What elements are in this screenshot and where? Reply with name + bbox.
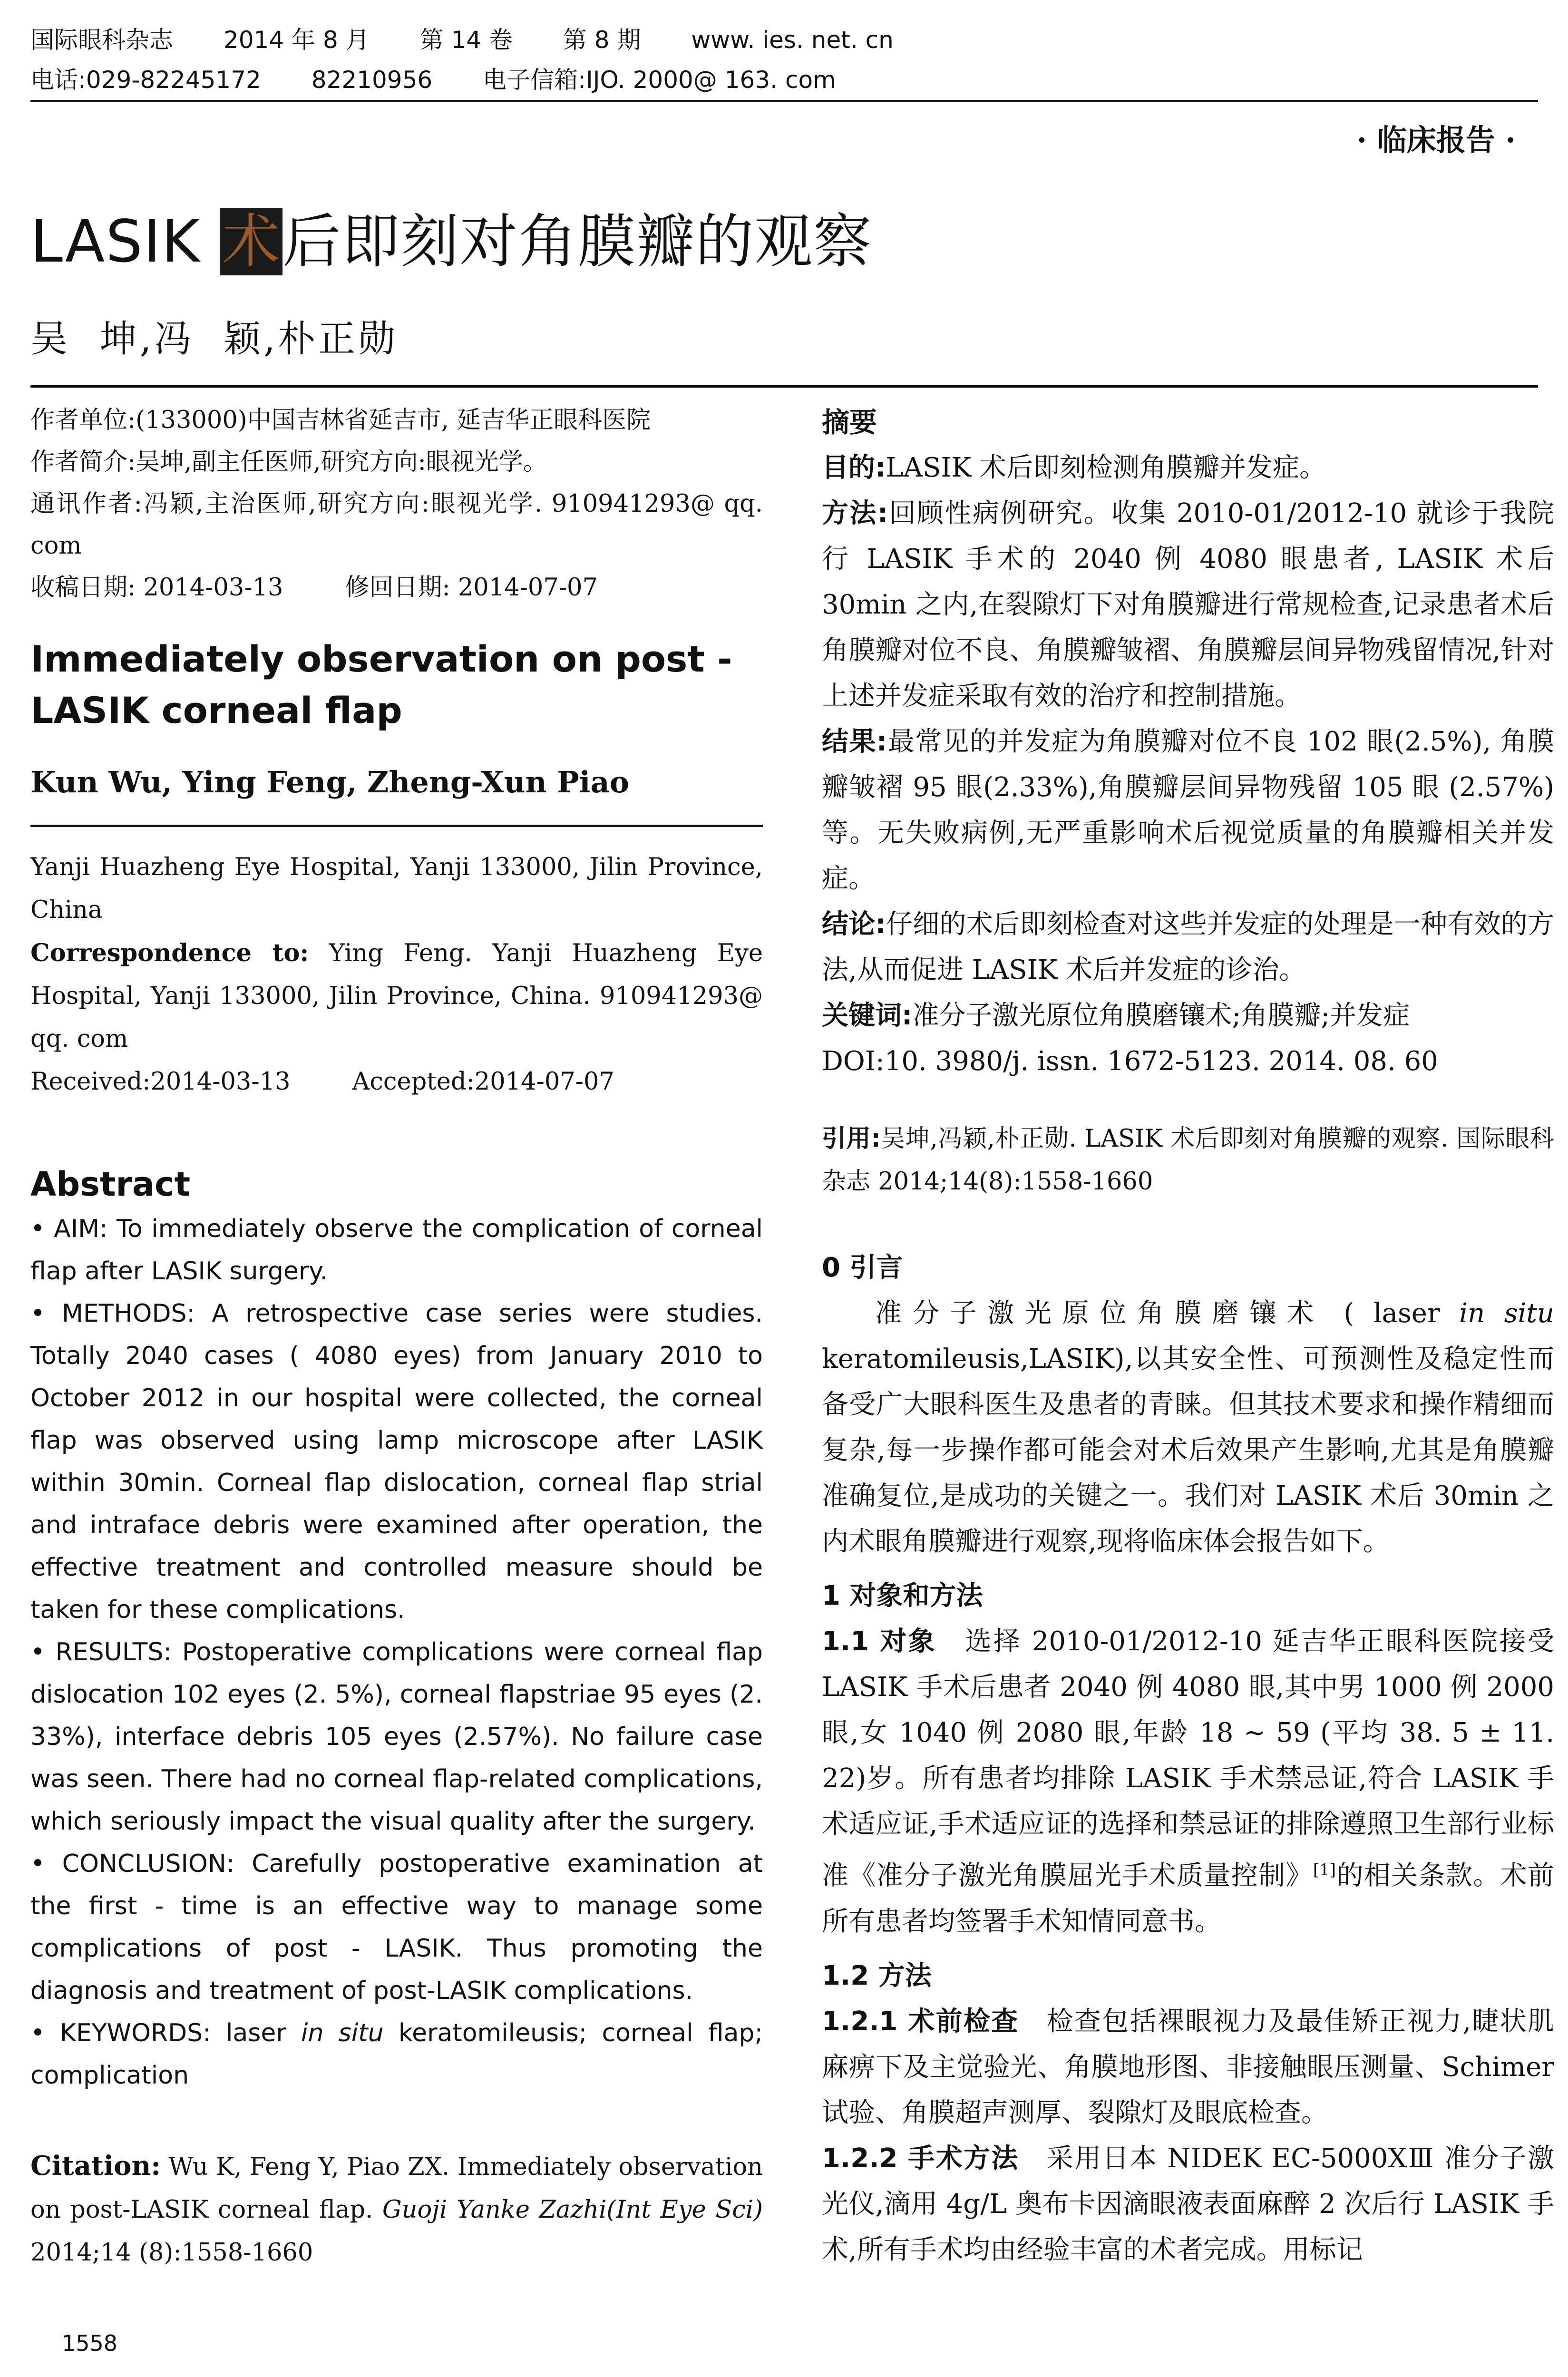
citation-cn: 引用:吴坤,冯颖,朴正勋. LASIK 术后即刻对角膜瓣的观察. 国际眼科杂志 2014;14(8):1558-1660 bbox=[822, 1125, 1554, 1196]
journal-phone-2: 82210956 bbox=[311, 66, 433, 94]
authors-rule bbox=[30, 385, 1538, 388]
abstract-aim: • AIM: To immediately observe the complication of corneal flap after LASIK surgery. bbox=[30, 1215, 763, 1286]
received-date-cn: 收稿日期: 2014-03-13 bbox=[30, 574, 283, 602]
page-number: 1558 bbox=[62, 2330, 118, 2356]
abstract-conclusion: • CONCLUSION: Carefully postoperative examination at the first - time is an effective way to manage some complications of post - LASIK. Thus promoting the diagnosis and treatment of post-LASIK complications. bbox=[30, 1850, 763, 2005]
journal-name: 国际眼科杂志 bbox=[30, 26, 173, 54]
abstract-cn-keywords: 关键词:准分子激光原位角膜磨镶术;角膜瓣;并发症 bbox=[822, 1000, 1410, 1031]
revised-date-cn: 修回日期: 2014-07-07 bbox=[345, 574, 598, 602]
english-authors-rule bbox=[30, 825, 763, 827]
abstract-results: • RESULTS: Postoperative complications were corneal flap dislocation 102 eyes (2. 5%), corneal flapstriae 95 eyes (2. 33%), interface debris 105 eyes (2.57%). No failure case was seen. There had no corneal flap-related complications, which seriously impact the visual quality after the surgery. bbox=[30, 1638, 763, 1836]
correspondence-label: Correspondence to: bbox=[30, 939, 309, 967]
citation-label: Citation: bbox=[30, 2150, 161, 2182]
journal-email: 电子信箱:IJO. 2000@ 163. com bbox=[483, 66, 836, 94]
abstract-keywords: • KEYWORDS: laser in situ keratomileusis; corneal flap; complication bbox=[30, 2019, 763, 2090]
section-1-2-2-paragraph: 1.2.2 手术方法 采用日本 NIDEK EC-5000XⅢ 准分子激光仪,滴用 4g/L 奥布卡因滴眼液表面麻醉 2 次后行 LASIK 手术,所有手术均由经验丰富的术者完成。用标记 bbox=[822, 2143, 1555, 2265]
volume: 第 14 卷 bbox=[419, 26, 513, 54]
correspondence-cn: 通讯作者:冯颖,主治医师,研究方向:眼视光学. 910941293@ qq. com bbox=[30, 490, 771, 560]
issue: 第 8 期 bbox=[563, 26, 641, 54]
dates-cn bbox=[30, 567, 763, 609]
issue-date: 2014 年 8 月 bbox=[223, 26, 370, 54]
abstract-cn-heading: 摘要 bbox=[822, 406, 877, 438]
author-bio-cn: 作者简介:吴坤,副主任医师,研究方向:眼视光学。 bbox=[30, 448, 547, 476]
journal-website: www. ies. net. cn bbox=[691, 26, 894, 54]
accepted-date-en: Accepted:2014-07-07 bbox=[352, 1068, 614, 1096]
section-1-2-heading: 1.2 方法 bbox=[822, 1960, 932, 1991]
header-rule bbox=[30, 100, 1538, 102]
affiliation-cn: 作者单位:(133000)中国吉林省延吉市, 延吉华正眼科医院 bbox=[30, 406, 651, 434]
citation-en: Citation: Wu K, Feng Y, Piao ZX. Immediately observation on post-LASIK corneal flap. Guoji Yanke Zazhi(Int Eye Sci) 2014;14 (8):1558-1660 bbox=[30, 2150, 763, 2267]
section-1-2-1-paragraph: 1.2.1 术前检查 检查包括裸眼视力及最佳矫正视力,睫状肌麻痹下及主觉验光、角膜地形图、非接触眼压测量、Schimer 试验、角膜超声测厚、裂隙灯及眼底检查。 bbox=[822, 2006, 1554, 2128]
english-title: Immediately observation on post - LASIK corneal flap bbox=[30, 638, 732, 731]
title-part-2: 后即刻对角膜瓣的观察 bbox=[282, 208, 873, 275]
abstract-cn-methods: 方法:回顾性病例研究。收集 2010-01/2012-10 就诊于我院行 LASIK 手术的 2040 例 4080 眼患者, LASIK 术后 30min 之内,在裂隙灯下对角膜瓣进行常规检查,记录患者术后角膜瓣对位不良、角膜瓣皱褶、角膜瓣层间异物残留情况,针对上述并发症采取有效的治疗和控制措施。 bbox=[822, 498, 1554, 711]
abstract-heading: Abstract bbox=[30, 1165, 191, 1204]
abstract-cn-conclusion: 结论:仔细的术后即刻检查对这些并发症的处理是一种有效的方法,从而促进 LASIK 术后并发症的诊治。 bbox=[822, 909, 1554, 985]
title-part-1: LASIK bbox=[30, 208, 220, 275]
doi: DOI:10. 3980/j. issn. 1672-5123. 2014. 08. 60 bbox=[822, 1046, 1438, 1077]
abstract-cn-aim: 目的:LASIK 术后即刻检测角膜瓣并发症。 bbox=[822, 452, 1326, 483]
section-0-heading: 0 引言 bbox=[822, 1252, 903, 1283]
english-affiliation-block bbox=[30, 846, 763, 1103]
abstract-cn-results: 结果:最常见的并发症为角膜瓣对位不良 102 眼(2.5%), 角膜瓣皱褶 95 眼(2.33%),角膜瓣层间异物残留 105 眼 (2.57%)等。无失败病例,无严重影响术后视觉质量的角膜瓣相关并发症。 bbox=[822, 726, 1554, 894]
journal-phone: 电话:029-82245172 bbox=[30, 66, 261, 94]
english-dates bbox=[30, 1061, 763, 1103]
article-title bbox=[30, 195, 872, 278]
right-column bbox=[822, 399, 1554, 2273]
section-1-1-paragraph: 1.1 对象 选择 2010-01/2012-10 延吉华正眼科医院接受 LASIK 手术后患者 2040 例 4080 眼,其中男 1000 例 2000 眼,女 1040 例 2080 眼,年龄 18 ~ 59 (平均 38. 5 ± 11. 22)岁。所有患者均排除 LASIK 手术禁忌证,符合 LASIK 手术适应证,手术适应证的选择和禁忌证的排除遵照卫生部行业标准《准分子激光角膜屈光手术质量控制》[1]的相关条款。术前所有患者均签署手术知情同意书。 bbox=[822, 1626, 1555, 1937]
abstract-methods: • METHODS: A retrospective case series were studies. Totally 2040 cases ( 4080 eyes) from January 2010 to October 2012 in our hospital were collected, the corneal flap was observed using lamp microscope after LASIK within 30min. Corneal flap dislocation, corneal flap strial and intraface debris were examined after operation, the effective treatment and controlled measure should be taken for these complications. bbox=[30, 1299, 763, 1624]
correspondence-text: Ying Feng. Yanji Huazheng Eye Hospital, Yanji 133000, Jilin Province, China. 910941293@ qq. com bbox=[30, 939, 763, 1053]
title-highlight: 术 bbox=[220, 208, 282, 275]
english-affiliation: Yanji Huazheng Eye Hospital, Yanji 133000, Jilin Province, China bbox=[30, 853, 763, 924]
received-date-en: Received:2014-03-13 bbox=[30, 1068, 291, 1096]
authors-cn: 吴 坤,冯 颖,朴正勋 bbox=[30, 318, 398, 360]
section-label: · 临床报告 · bbox=[1356, 123, 1516, 157]
running-header bbox=[30, 20, 1538, 100]
left-column bbox=[30, 399, 771, 2274]
english-correspondence bbox=[30, 932, 763, 1061]
section-1-heading: 1 对象和方法 bbox=[822, 1580, 983, 1611]
section-0-paragraph: 准分子激光原位角膜磨镶术 ( laser in situ keratomileusis,LASIK),以其安全性、可预测性及稳定性而备受广大眼科医生及患者的青睐。但其技术要求和操作精细而复杂,每一步操作都可能会对术后效果产生影响,尤其是角膜瓣准确复位,是成功的关键之一。我们对 LASIK 术后 30min 之内术眼角膜瓣进行观察,现将临床体会报告如下。 bbox=[822, 1298, 1554, 1557]
english-authors: Kun Wu, Ying Feng, Zheng-Xun Piao bbox=[30, 765, 630, 799]
